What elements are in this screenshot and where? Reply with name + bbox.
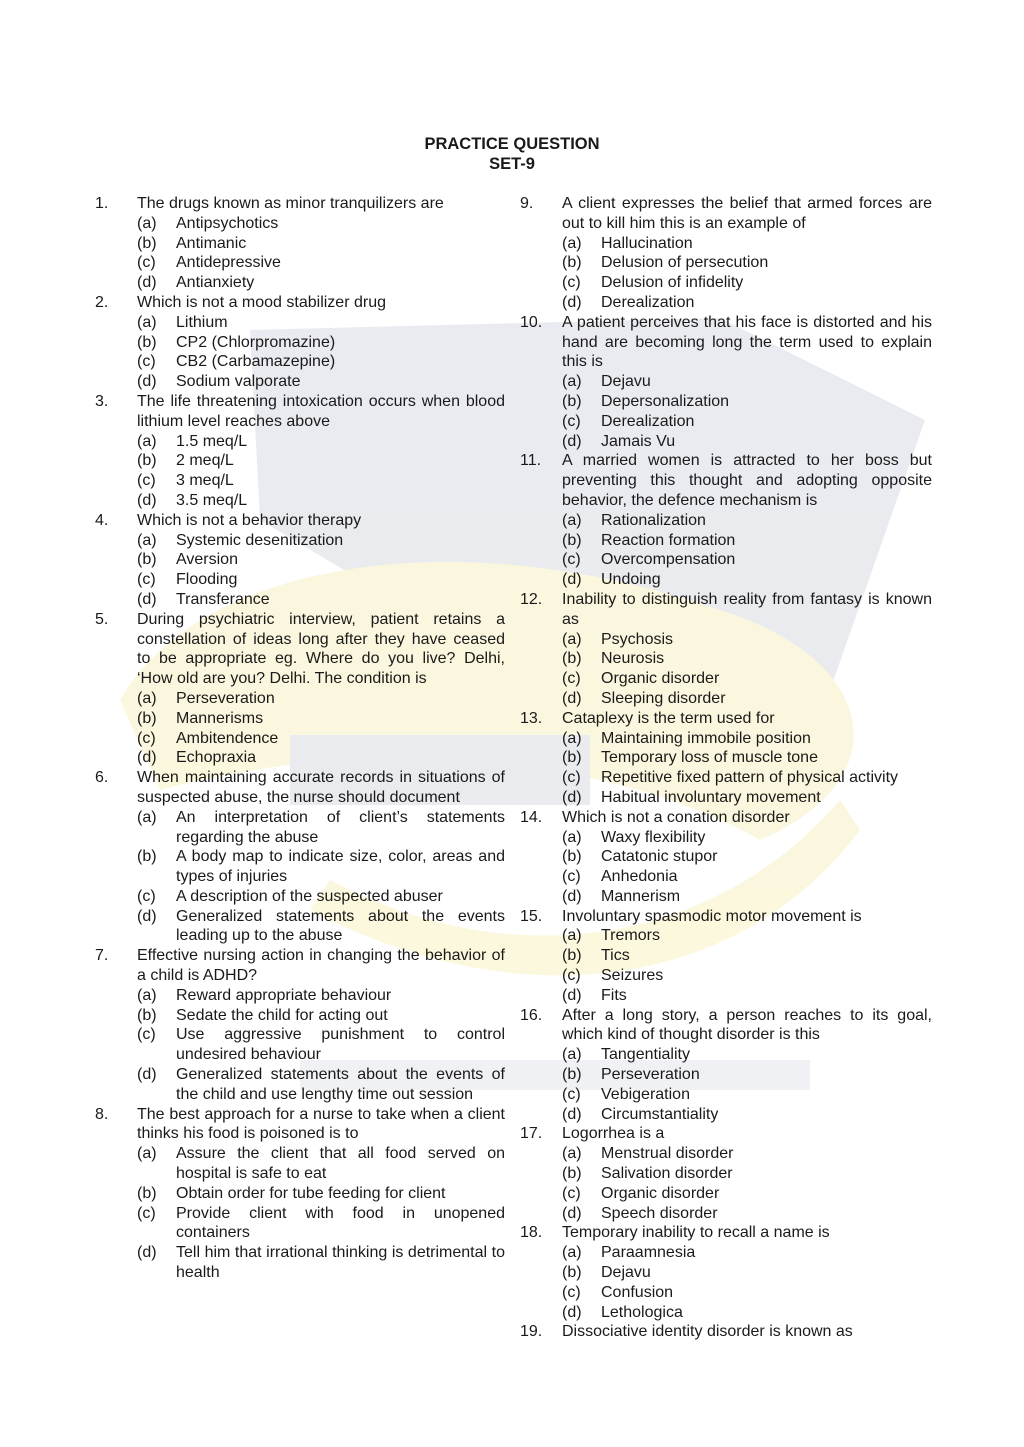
option-text: Hallucination — [601, 234, 693, 252]
option-text: Reaction formation — [601, 531, 736, 549]
option-label: (b) — [562, 392, 582, 410]
question-text: Temporary inability to recall a name is — [562, 1224, 830, 1242]
option-text: Sedate the child for acting out — [176, 1006, 388, 1024]
option-label: (c) — [137, 254, 156, 272]
answer-option — [137, 313, 505, 333]
question-text: Effective nursing action in changing the behavior of a child is ADHD? — [137, 947, 505, 985]
option-text: Antianxiety — [176, 274, 255, 292]
answer-option — [562, 511, 932, 531]
question-item — [95, 293, 505, 392]
question-item — [520, 808, 932, 907]
answer-option — [137, 1243, 505, 1283]
answer-option — [562, 1303, 932, 1323]
question-item — [95, 768, 505, 946]
option-text: Echopraxia — [176, 749, 257, 767]
question-text: After a long story, a person reaches to its goal, which kind of thought disorder is this — [562, 1006, 932, 1044]
page-title: PRACTICE QUESTION — [424, 135, 600, 153]
answer-option — [562, 1065, 932, 1085]
option-label: (d) — [562, 571, 582, 589]
option-text: Antimanic — [176, 234, 247, 252]
answer-option — [137, 887, 505, 907]
question-number: 1. — [95, 195, 109, 212]
answer-option — [562, 412, 932, 432]
answer-option — [562, 392, 932, 412]
answer-option — [562, 293, 932, 313]
question-item — [520, 194, 932, 313]
question-number: 9. — [520, 195, 534, 212]
answer-option — [562, 649, 932, 669]
answer-option — [137, 372, 505, 392]
option-label: (a) — [562, 234, 582, 252]
left-column — [95, 194, 505, 1283]
answer-option — [137, 491, 505, 511]
option-text: Generalized statements about the events leading up to the abuse — [176, 907, 505, 945]
option-text: Derealization — [601, 412, 695, 430]
option-text: 3.5 meq/L — [176, 491, 248, 509]
option-label: (d) — [562, 887, 582, 905]
question-text: The life threatening intoxication occurs when blood lithium level reaches above — [137, 392, 505, 430]
answer-option — [137, 1144, 505, 1184]
question-item — [95, 392, 505, 511]
option-text: 2 meq/L — [176, 452, 234, 470]
answer-option — [562, 966, 932, 986]
option-text: Tics — [601, 947, 630, 965]
option-label: (c) — [562, 769, 581, 787]
option-label: (c) — [137, 472, 156, 490]
option-text: Delusion of infidelity — [601, 274, 744, 292]
question-text: A married women is attracted to her boss but preventing this thought and adopting opposite behavior, the defence mechanism is — [562, 452, 932, 509]
option-text: Tremors — [601, 927, 660, 945]
answer-option — [137, 253, 505, 273]
question-text: Logorrhea is a — [562, 1125, 665, 1143]
page-header — [0, 134, 1024, 174]
option-label: (c) — [137, 887, 156, 905]
question-number: 14. — [520, 808, 543, 826]
option-label: (d) — [562, 293, 582, 311]
option-text: CB2 (Carbamazepine) — [176, 353, 336, 371]
option-label: (d) — [137, 1066, 157, 1084]
question-text: A patient perceives that his face is distorted and his hand are becoming long the term used to explain this is — [562, 313, 932, 371]
question-number: 16. — [520, 1006, 543, 1024]
option-label: (d) — [562, 689, 582, 707]
option-label: (a) — [562, 927, 582, 945]
answer-option — [137, 709, 505, 729]
option-label: (b) — [562, 749, 582, 767]
option-label: (b) — [137, 551, 157, 569]
answer-option — [562, 1144, 932, 1164]
question-text: During psychiatric interview, patient retains a constellation of ideas long after they have ceased to be appropriate eg. Where do you live? Delhi, ‘How old are you? Delhi. The condition is — [137, 610, 505, 688]
question-number: 4. — [95, 511, 109, 529]
answer-option — [137, 1184, 505, 1204]
answer-option — [137, 590, 505, 610]
option-label: (b) — [137, 1006, 157, 1024]
option-text: Catatonic stupor — [601, 848, 718, 866]
answer-option — [562, 689, 932, 709]
option-label: (d) — [137, 749, 157, 767]
question-number: 18. — [520, 1224, 543, 1242]
option-label: (a) — [137, 531, 157, 549]
option-label: (a) — [137, 689, 157, 707]
answer-option — [137, 907, 505, 947]
answer-option — [137, 352, 505, 372]
option-text: Reward appropriate behaviour — [176, 986, 392, 1004]
answer-option — [137, 570, 505, 590]
answer-option — [562, 630, 932, 650]
question-item — [95, 1105, 505, 1283]
option-text: Fits — [601, 986, 627, 1004]
option-label: (a) — [562, 630, 582, 648]
option-label: (d) — [562, 432, 582, 450]
option-text: Delusion of persecution — [601, 254, 769, 272]
option-label: (a) — [137, 808, 157, 826]
option-text: Derealization — [601, 293, 695, 311]
answer-option — [562, 253, 932, 273]
question-item — [520, 1223, 932, 1322]
option-text: Depersonalization — [601, 392, 730, 410]
answer-option — [137, 432, 505, 452]
answer-option — [137, 451, 505, 471]
question-item — [520, 1006, 932, 1125]
answer-option — [137, 234, 505, 254]
option-label: (b) — [137, 1184, 157, 1202]
option-label: (b) — [562, 1165, 582, 1183]
answer-option — [562, 847, 932, 867]
option-label: (c) — [562, 1085, 581, 1103]
option-label: (d) — [137, 274, 157, 292]
question-number: 2. — [95, 293, 109, 311]
option-label: (b) — [562, 531, 582, 549]
option-label: (a) — [137, 313, 157, 331]
answer-option — [137, 1006, 505, 1026]
answer-option — [562, 788, 932, 808]
option-text: Dejavu — [601, 373, 651, 391]
option-text: Overcompensation — [601, 551, 736, 569]
option-text: Use aggressive punishment to control undesired behaviour — [176, 1026, 505, 1064]
option-text: Undoing — [601, 571, 661, 589]
answer-option — [562, 570, 932, 590]
option-text: Obtain order for tube feeding for client — [176, 1184, 446, 1202]
option-text: Psychosis — [601, 630, 674, 648]
option-text: Tell him that irrational thinking is detrimental to health — [176, 1244, 505, 1282]
answer-option — [562, 1105, 932, 1125]
answer-option — [562, 234, 932, 254]
option-label: (b) — [562, 650, 582, 668]
option-label: (b) — [137, 234, 157, 252]
option-label: (a) — [562, 1244, 582, 1262]
option-text: 1.5 meq/L — [176, 432, 248, 450]
option-text: Generalized statements about the events of the child and use lengthy time out session — [176, 1066, 505, 1103]
question-number: 5. — [95, 610, 109, 628]
question-item — [520, 590, 932, 709]
answer-option — [137, 729, 505, 749]
option-text: Assure the client that all food served on hospital is safe to eat — [176, 1145, 505, 1183]
option-text: Provide client with food in unopened containers — [176, 1204, 505, 1242]
option-label: (b) — [562, 1066, 582, 1084]
option-label: (b) — [562, 254, 582, 272]
answer-option — [137, 808, 505, 848]
option-label: (c) — [137, 353, 156, 371]
option-label: (a) — [562, 729, 582, 747]
option-text: Repetitive fixed pattern of physical activity — [601, 769, 899, 787]
option-text: Tangentiality — [601, 1046, 690, 1064]
question-item — [95, 194, 505, 293]
question-number: 7. — [95, 947, 109, 965]
option-text: Seizures — [601, 967, 664, 985]
option-text: Vebigeration — [601, 1085, 690, 1103]
option-text: Rationalization — [601, 511, 706, 529]
answer-option — [562, 1045, 932, 1065]
option-text: Habitual involuntary movement — [601, 788, 821, 806]
question-number: 8. — [95, 1105, 109, 1123]
answer-option — [562, 372, 932, 392]
question-text: Inability to distinguish reality from fantasy is known as — [562, 590, 932, 628]
answer-option — [137, 1065, 505, 1105]
option-text: Temporary loss of muscle tone — [601, 749, 818, 767]
question-number: 10. — [520, 313, 543, 331]
option-label: (a) — [137, 986, 157, 1004]
option-text: Speech disorder — [601, 1204, 718, 1222]
option-label: (c) — [562, 412, 581, 430]
question-number: 3. — [95, 392, 109, 410]
option-text: Mannerisms — [176, 709, 264, 727]
option-text: Neurosis — [601, 650, 665, 668]
option-text: Organic disorder — [601, 1184, 720, 1202]
answer-option — [137, 986, 505, 1006]
answer-option — [562, 1085, 932, 1105]
question-item — [95, 511, 505, 610]
question-text: Involuntary spasmodic motor movement is — [562, 907, 862, 925]
option-label: (d) — [562, 1105, 582, 1123]
answer-option — [562, 550, 932, 570]
option-label: (c) — [137, 1204, 156, 1222]
answer-option — [562, 669, 932, 689]
question-number: 19. — [520, 1323, 543, 1341]
answer-option — [137, 1025, 505, 1065]
option-text: Dejavu — [601, 1264, 651, 1282]
answer-option — [137, 550, 505, 570]
option-label: (d) — [137, 1244, 157, 1262]
question-item — [520, 709, 932, 808]
question-text: Which is not a mood stabilizer drug — [137, 293, 386, 311]
answer-option — [562, 1263, 932, 1283]
option-label: (a) — [137, 432, 157, 450]
option-label: (b) — [137, 333, 157, 351]
option-label: (c) — [562, 967, 581, 985]
option-text: Ambitendence — [176, 729, 279, 747]
question-text: The drugs known as minor tranquilizers are — [137, 195, 444, 212]
option-text: A description of the suspected abuser — [176, 887, 443, 905]
option-label: (a) — [137, 1145, 157, 1163]
answer-option — [562, 946, 932, 966]
answer-option — [562, 748, 932, 768]
answer-option — [562, 1164, 932, 1184]
option-label: (a) — [562, 828, 582, 846]
option-text: Maintaining immobile position — [601, 729, 811, 747]
answer-option — [137, 847, 505, 887]
question-text: Which is not a behavior therapy — [137, 511, 362, 529]
option-text: Systemic desenitization — [176, 531, 344, 549]
option-text: Flooding — [176, 571, 238, 589]
question-number: 17. — [520, 1125, 543, 1143]
option-text: Lithium — [176, 313, 228, 331]
answer-option — [562, 926, 932, 946]
option-label: (b) — [137, 848, 157, 866]
answer-option — [137, 748, 505, 768]
question-number: 6. — [95, 769, 109, 787]
answer-option — [562, 867, 932, 887]
answer-option — [562, 828, 932, 848]
answer-option — [562, 986, 932, 1006]
option-label: (c) — [137, 729, 156, 747]
option-label: (d) — [137, 907, 157, 925]
option-text: A body map to indicate size, color, areas and types of injuries — [176, 848, 505, 886]
option-label: (c) — [562, 670, 581, 688]
option-text: Organic disorder — [601, 670, 720, 688]
option-text: Antipsychotics — [176, 214, 279, 232]
option-text: An interpretation of client’s statements regarding the abuse — [176, 808, 505, 846]
option-label: (d) — [562, 986, 582, 1004]
question-item — [520, 907, 932, 1006]
option-label: (b) — [562, 848, 582, 866]
question-text: Dissociative identity disorder is known as — [562, 1323, 853, 1341]
answer-option — [562, 768, 932, 788]
answer-option — [137, 689, 505, 709]
option-label: (d) — [562, 788, 582, 806]
answer-option — [137, 1204, 505, 1244]
question-item — [95, 946, 505, 1104]
answer-option — [137, 471, 505, 491]
option-text: Lethologica — [601, 1303, 683, 1321]
option-label: (a) — [137, 214, 157, 232]
option-label: (d) — [137, 373, 157, 391]
option-label: (b) — [562, 1264, 582, 1282]
option-text: Menstrual disorder — [601, 1145, 734, 1163]
option-text: Anhedonia — [601, 868, 678, 886]
answer-option — [137, 214, 505, 234]
question-number: 15. — [520, 907, 543, 925]
answer-option — [562, 273, 932, 293]
option-text: Sleeping disorder — [601, 689, 726, 707]
answer-option — [137, 273, 505, 293]
option-label: (b) — [562, 947, 582, 965]
option-text: Perseveration — [601, 1066, 700, 1084]
answer-option — [562, 1243, 932, 1263]
option-text: Sodium valporate — [176, 373, 301, 391]
option-text: CP2 (Chlorpromazine) — [176, 333, 336, 351]
option-text: Confusion — [601, 1283, 674, 1301]
answer-option — [562, 729, 932, 749]
question-text: When maintaining accurate records in situations of suspected abuse, the nurse should document — [137, 769, 505, 806]
option-text: Waxy flexibility — [601, 828, 706, 846]
option-label: (d) — [137, 590, 157, 608]
option-label: (c) — [562, 551, 581, 569]
option-label: (b) — [137, 452, 157, 470]
option-label: (d) — [137, 491, 157, 509]
option-label: (a) — [562, 511, 582, 529]
option-label: (d) — [562, 1303, 582, 1321]
answer-option — [562, 1204, 932, 1224]
option-text: Perseveration — [176, 689, 275, 707]
option-label: (a) — [562, 1145, 582, 1163]
option-label: (c) — [562, 1283, 581, 1301]
option-text: Paraamnesia — [601, 1244, 696, 1262]
answer-option — [137, 333, 505, 353]
option-label: (c) — [562, 274, 581, 292]
answer-option — [137, 531, 505, 551]
set-label: SET-9 — [489, 155, 535, 173]
option-label: (c) — [562, 868, 581, 886]
option-text: Mannerism — [601, 887, 681, 905]
option-label: (c) — [562, 1184, 581, 1202]
answer-option — [562, 432, 932, 452]
option-label: (a) — [562, 1046, 582, 1064]
answer-option — [562, 1184, 932, 1204]
option-text: Transferance — [176, 590, 270, 608]
answer-option — [562, 887, 932, 907]
answer-option — [562, 531, 932, 551]
right-column — [520, 194, 932, 1342]
answer-option — [562, 1283, 932, 1303]
question-text: Cataplexy is the term used for — [562, 709, 775, 727]
option-label: (c) — [137, 1026, 156, 1044]
option-text: Aversion — [176, 551, 238, 569]
question-number: 12. — [520, 590, 543, 608]
question-item — [520, 451, 932, 590]
question-number: 11. — [520, 452, 542, 470]
option-text: 3 meq/L — [176, 472, 234, 490]
question-item — [520, 1124, 932, 1223]
question-text: Which is not a conation disorder — [562, 808, 790, 826]
option-text: Antidepressive — [176, 254, 281, 272]
question-text: A client expresses the belief that armed forces are out to kill him this is an example of — [562, 195, 932, 232]
question-item — [95, 610, 505, 768]
question-item — [520, 1322, 932, 1342]
option-text: Circumstantiality — [601, 1105, 719, 1123]
option-text: Salivation disorder — [601, 1165, 733, 1183]
option-label: (a) — [562, 373, 582, 391]
question-number: 13. — [520, 709, 543, 727]
option-label: (b) — [137, 709, 157, 727]
option-text: Jamais Vu — [601, 432, 676, 450]
option-label: (c) — [137, 571, 156, 589]
question-item — [520, 313, 932, 452]
option-label: (d) — [562, 1204, 582, 1222]
question-text: The best approach for a nurse to take when a client thinks his food is poisoned is to — [137, 1105, 505, 1143]
